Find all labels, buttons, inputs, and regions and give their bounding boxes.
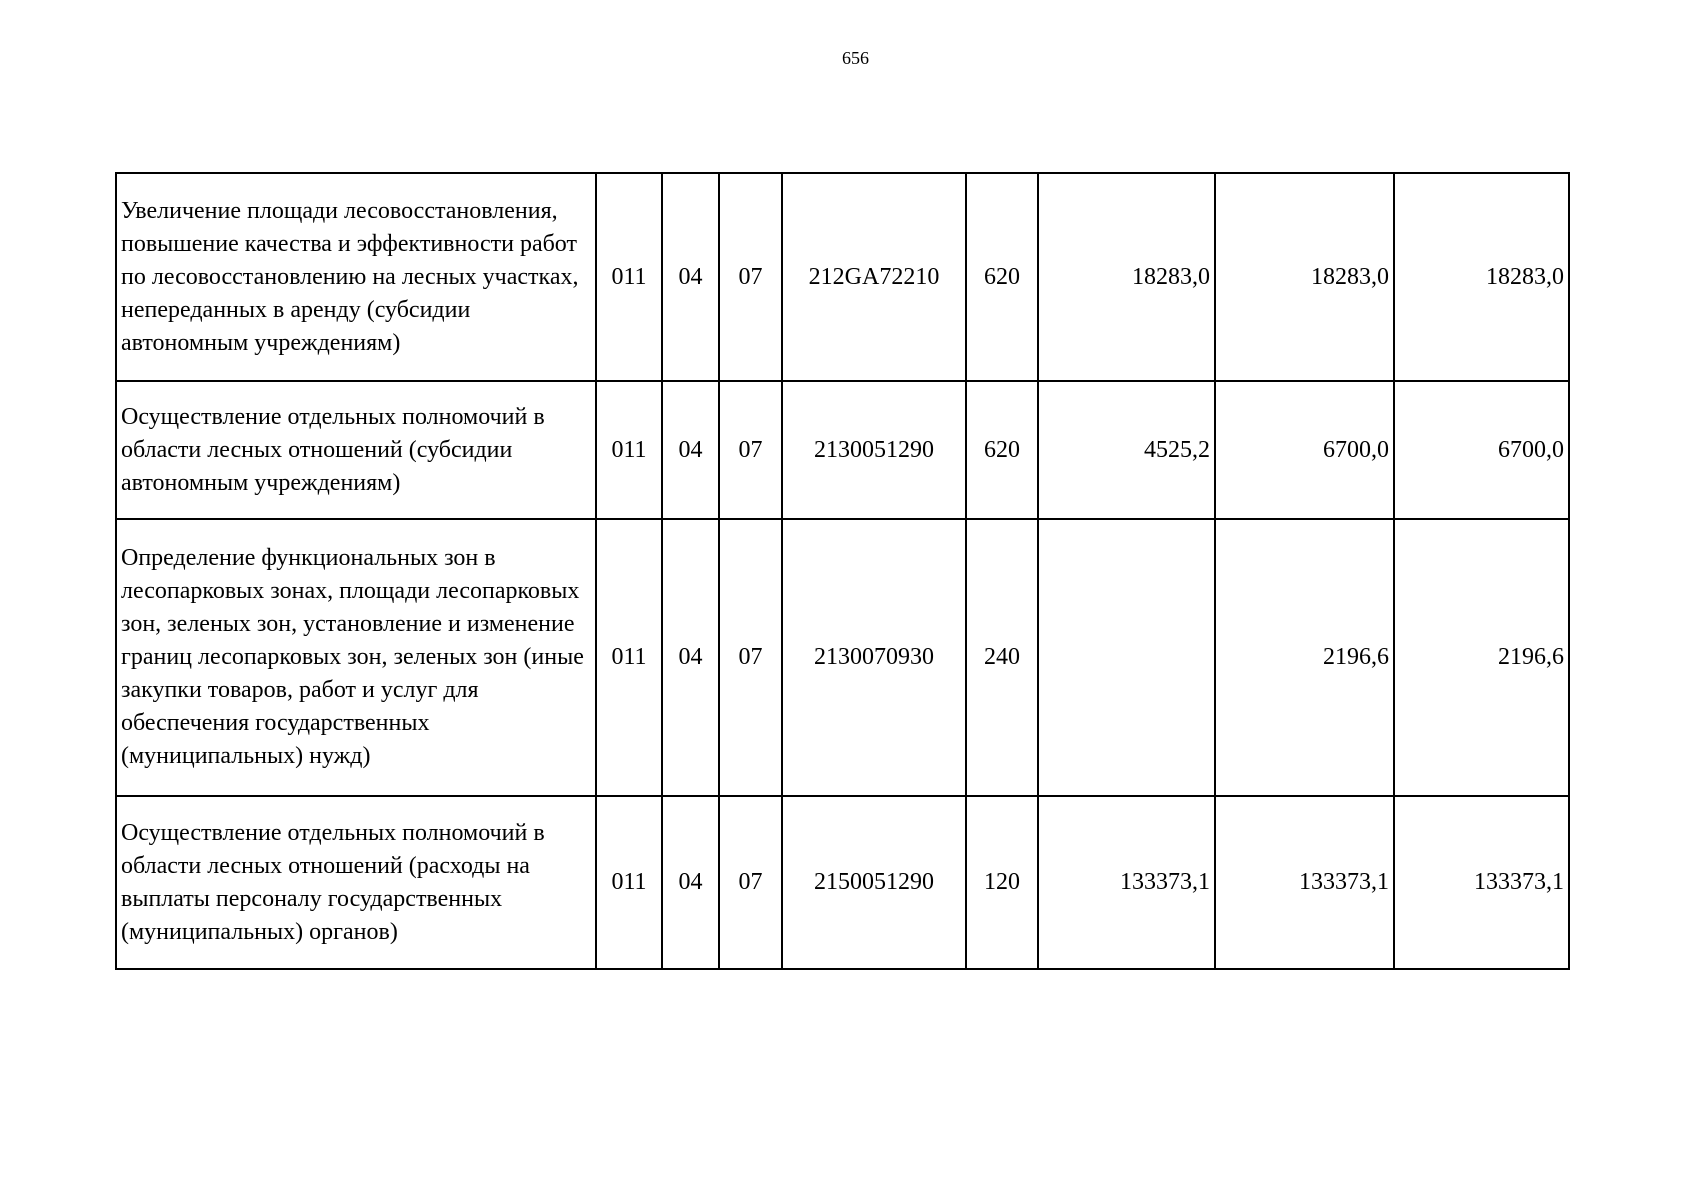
target-article-code: 2130051290: [782, 381, 966, 519]
subsection-code: 07: [719, 796, 782, 969]
table-row: [116, 519, 1569, 796]
expense-type-code: 240: [966, 519, 1038, 796]
target-article-code: 2130070930: [782, 519, 966, 796]
amount-3: 6700,0: [1394, 381, 1569, 519]
target-article-code: 2150051290: [782, 796, 966, 969]
ministry-code: 011: [596, 796, 662, 969]
table-row: [116, 381, 1569, 519]
subsection-code: 07: [719, 519, 782, 796]
row-description: Определение функциональных зон в лесопарковых зонах, площади лесопарковых зон, зеленых зон, установление и изменение границ лесопарковых зон, зеленых зон (иные закупки товаров, работ и услуг для обеспечения государственных (муниципальных) нужд): [116, 519, 596, 796]
expense-type-code: 620: [966, 173, 1038, 381]
expense-type-code: 620: [966, 381, 1038, 519]
amount-1: 4525,2: [1038, 381, 1215, 519]
amount-3: 2196,6: [1394, 519, 1569, 796]
section-code: 04: [662, 381, 719, 519]
section-code: 04: [662, 796, 719, 969]
amount-1: 133373,1: [1038, 796, 1215, 969]
subsection-code: 07: [719, 173, 782, 381]
row-description: Осуществление отдельных полномочий в области лесных отношений (субсидии автономным учреждениям): [116, 381, 596, 519]
target-article-code: 212GA72210: [782, 173, 966, 381]
amount-1: 18283,0: [1038, 173, 1215, 381]
row-description: Осуществление отдельных полномочий в области лесных отношений (расходы на выплаты персоналу государственных (муниципальных) органов): [116, 796, 596, 969]
section-code: 04: [662, 173, 719, 381]
subsection-code: 07: [719, 381, 782, 519]
page-number: 656: [842, 48, 869, 68]
table-row: [116, 173, 1569, 381]
expense-type-code: 120: [966, 796, 1038, 969]
ministry-code: 011: [596, 173, 662, 381]
amount-2: 133373,1: [1215, 796, 1394, 969]
amount-2: 6700,0: [1215, 381, 1394, 519]
amount-1: [1038, 519, 1215, 796]
ministry-code: 011: [596, 381, 662, 519]
amount-2: 2196,6: [1215, 519, 1394, 796]
budget-table: [115, 172, 1570, 970]
amount-3: 133373,1: [1394, 796, 1569, 969]
row-description: Увеличение площади лесовосстановления, повышение качества и эффективности работ по лесовосстановлению на лесных участках, непереданных в аренду (субсидии автономным учреждениям): [116, 173, 596, 381]
amount-3: 18283,0: [1394, 173, 1569, 381]
ministry-code: 011: [596, 519, 662, 796]
section-code: 04: [662, 519, 719, 796]
table-row: [116, 796, 1569, 969]
amount-2: 18283,0: [1215, 173, 1394, 381]
